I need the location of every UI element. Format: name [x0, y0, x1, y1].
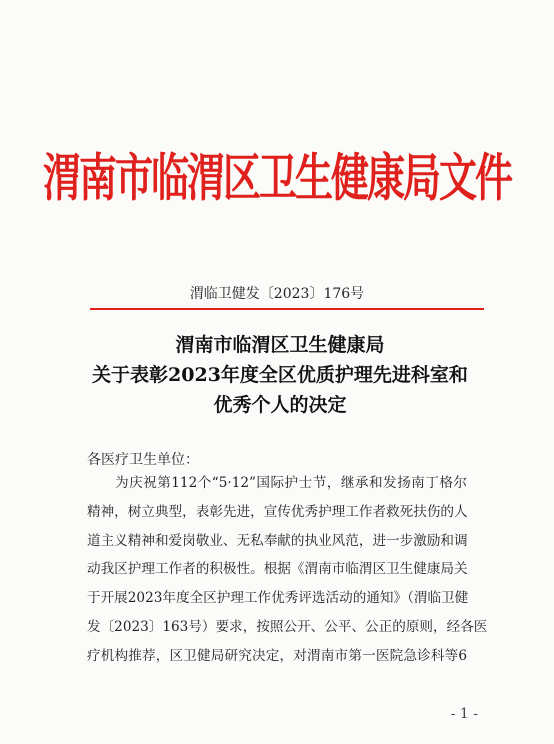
body-line: 精神，树立典型，表彰先进，宣传优秀护理工作者救死扶伤的人 — [87, 503, 468, 520]
decision-title-line: 关于表彰2023年度全区优质护理先进科室和 — [92, 364, 468, 386]
decision-title-line: 优秀个人的决定 — [213, 394, 347, 416]
body-line: 为庆祝第112个“5·12”国际护士节，继承和发扬南丁格尔 — [115, 475, 467, 491]
document-header-title: 渭南市临渭区卫生健康局文件 — [42, 146, 511, 208]
decision-title-line: 渭南市临渭区卫生健康局 — [175, 334, 385, 356]
header-divider-line — [90, 308, 484, 310]
body-paragraph — [87, 469, 488, 671]
body-line: 于开展2023年度全区护理工作优秀评选活动的通知》（渭临卫健 — [87, 590, 469, 607]
body-line: 疗机构推荐，区卫健局研究决定，对渭南市第一医院急诊科等6 — [87, 647, 467, 664]
body-line: 发〔2023〕163号）要求，按照公开、公平、公正的原则，经各医 — [87, 618, 488, 635]
body-line: 动我区护理工作者的积极性。根据《渭南市临渭区卫生健康局关 — [87, 561, 468, 578]
page-number: - 1 - — [450, 706, 478, 722]
body-line: 道主义精神和爱岗敬业、无私奉献的执业风范，进一步激励和调 — [87, 532, 468, 549]
salutation: 各医疗卫生单位： — [87, 452, 199, 468]
document-number: 渭临卫健发〔2023〕176号 — [189, 286, 365, 302]
decision-title — [60, 330, 500, 420]
